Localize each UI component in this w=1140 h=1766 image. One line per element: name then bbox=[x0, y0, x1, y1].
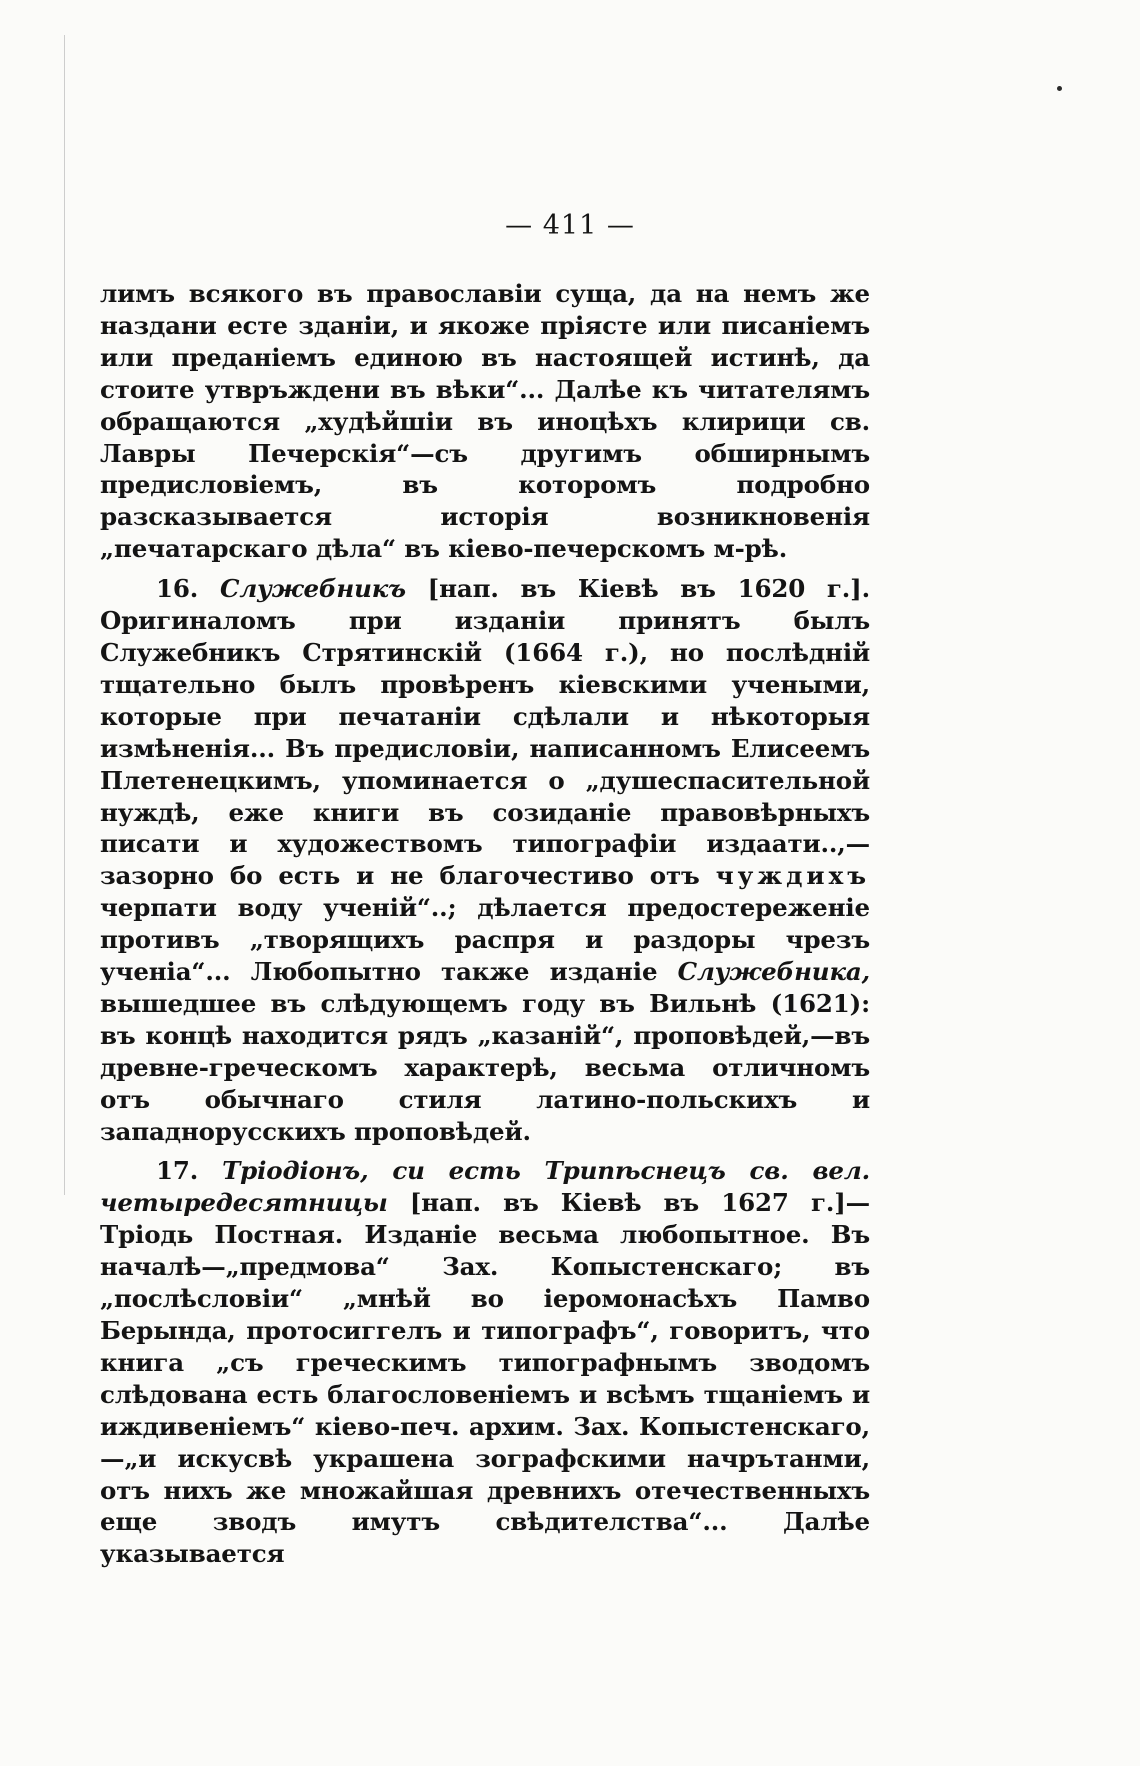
entry-16-paragraph bbox=[100, 573, 870, 1147]
entry-16-number: 16. bbox=[156, 574, 199, 604]
entry-16-text-part-2: черпати воду ученій“..; дѣлается предостереженіе противъ „творящихъ распря и раздоры чрезъ ученіа“... Любопытно также изданіе bbox=[100, 893, 870, 987]
entry-17-number: 17. bbox=[156, 1156, 199, 1186]
entry-16-text-part-1: [нап. въ Кіевѣ въ 1620 г.]. Оригиналомъ при изданіи принятъ былъ Служебникъ Стрятинскій (1664 г.), но послѣдній тщательно былъ провѣренъ кіевскими учеными, которые при печатаніи сдѣлали и нѣкоторыя измѣненія... Въ предисловіи, написанномъ Елисеемъ Плетенецкимъ, упоминается о „душеспасительной нуждѣ, еже книги въ созиданіе правовѣрныхъ писати и художествомъ типографіи издаати..,—зазорно бо есть и не благочестиво отъ bbox=[100, 574, 870, 891]
entry-17-title: Тріодіонъ, си есть Трипѣснецъ св. вел. четыредесятницы bbox=[100, 1156, 870, 1218]
binding-edge-line bbox=[64, 35, 65, 1195]
entry-17-paragraph bbox=[100, 1155, 870, 1570]
entry-16-title: Служебникъ bbox=[219, 574, 406, 604]
page-number: — 411 — bbox=[505, 210, 635, 241]
entry-16-title-repeat: Служебника, bbox=[677, 957, 870, 987]
entry-16-spaced-word: чуждихъ bbox=[715, 861, 870, 891]
entry-16-text-part-3: вышедшее въ слѣдующемъ году въ Вильнѣ (1621): въ концѣ находится рядъ „казаній“, проповѣдей,—въ древне-греческомъ характерѣ, весьма отличномъ отъ обычнаго стиля латино-польскихъ и западнорусскихъ проповѣдей. bbox=[100, 988, 870, 1146]
entry-17-text: [нап. въ Кіевѣ въ 1627 г.]—Тріодь Постная. Изданіе весьма любопытное. Въ началѣ—„предмова“ Зах. Копыстенскаго; въ „послѣсловіи“ „мнѣй во іеромонасѣхъ Памво Берында, протосиггелъ и типографъ“, говоритъ, что книга „съ греческимъ типографнымъ зводомъ слѣдована есть благословеніемъ и всѣмъ тщаніемъ и иждивеніемъ“ кіево-печ. архим. Зах. Копыстенскаго,—„и искусвѣ украшена зографскими начрътанми, отъ нихъ же множайшая древнихъ отечественныхъ еще зводъ имутъ свѣдителства“... Далѣе указывается bbox=[100, 1188, 870, 1569]
body-text bbox=[100, 278, 870, 1570]
ink-speck bbox=[1057, 86, 1062, 91]
paragraph-continued: лимъ всякого въ православіи суща, да на немъ же наздани есте зданіи, и якоже пріясте или писаніемъ или преданіемъ единою въ настоящей истинѣ, да стоите утвръждени въ вѣки“... Далѣе къ читателямъ обращаются „худѣйшіи въ иноцѣхъ клирици св. Лавры Печерскія“—съ другимъ обширнымъ предисловіемъ, въ которомъ подробно разсказывается исторія возникновенія „печатарскаго дѣла“ въ кіево-печерскомъ м-рѣ. bbox=[100, 279, 870, 564]
